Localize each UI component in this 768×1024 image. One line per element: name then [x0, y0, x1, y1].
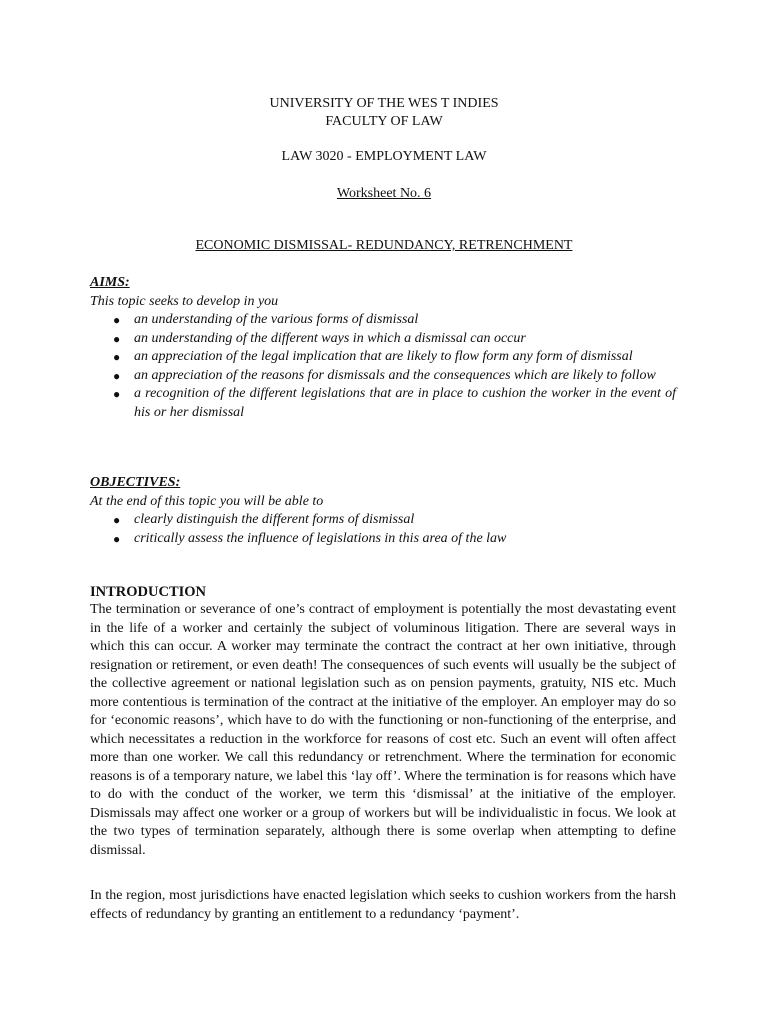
list-item — [113, 511, 676, 530]
aims-intro: This topic seeks to develop in you — [90, 293, 279, 309]
worksheet-number: Worksheet No. 6 — [336, 186, 432, 201]
introduction-paragraph: The termination or severance of one’s contract of employment is potentially the most devastating event in the life of a worker and certainly the subject of voluminous litigation. There are several ways in which this can occur. A worker may terminate the contract the contract at her own initiative, through resignation or retirement, or even death! The consequences of such events will usually be the subject of the collective agreement or national legislation such as on pension payments, gratuity, NIS etc. Much more contentious is termination of the contract at the initiative of the employer. An employer may do so for ‘economic reasons’, which have to do with the functioning or non-functioning of the enterprise, and which necessitates a reduction in the workforce for reasons of cost etc. Such an event will often affect more than one worker. We call this redundancy or retrenchment. Where the termination for economic reasons is of a temporary nature, we label this ‘lay off’. Where the termination is for reasons which have to do with the conduct of the worker, we term this ‘dismissal’ at the initiative of the employer. Dismissals may affect one worker or a group of workers but will be individualistic in focus. We look at the two types of termination separately, although there is some overlap when attempting to define dismissal. — [90, 602, 676, 858]
objectives-list — [90, 511, 676, 548]
list-item — [113, 530, 676, 549]
region-section — [90, 887, 676, 924]
faculty-title: FACULTY OF LAW — [325, 114, 443, 129]
objectives-intro: At the end of this topic you will be able to — [90, 493, 324, 509]
objectives-item-text: clearly distinguish the different forms of dismissal — [134, 512, 415, 527]
objectives-section — [90, 474, 676, 548]
list-item — [113, 330, 676, 349]
introduction-heading: INTRODUCTION — [90, 584, 207, 600]
aims-item-text: an understanding of the different ways in which a dismissal can occur — [134, 330, 526, 346]
introduction-section — [90, 583, 676, 860]
aims-item-text: an appreciation of the legal implication that are likely to flow form any form of dismissal — [134, 349, 633, 364]
course-title: LAW 3020 - EMPLOYMENT LAW — [281, 149, 487, 164]
bullet-icon: ● — [113, 387, 121, 401]
university-title: UNIVERSITY OF THE WES T INDIES — [269, 96, 499, 111]
aims-item-text: an understanding of the various forms of dismissal — [134, 312, 419, 327]
list-item — [113, 311, 676, 330]
list-item — [113, 385, 676, 422]
bullet-icon: ● — [113, 313, 121, 327]
aims-heading: AIMS: — [90, 275, 130, 290]
aims-section — [90, 274, 676, 422]
bullet-icon: ● — [113, 368, 121, 383]
bullet-icon: ● — [113, 350, 121, 364]
region-paragraph: In the region, most jurisdictions have enacted legislation which seeks to cushion workers from the harsh effects of redundancy by granting an entitlement to a redundancy ‘payment’. — [90, 888, 676, 922]
list-item — [113, 348, 676, 367]
aims-item-text: a recognition of the different legislations that are in place to cushion the worker in the event of his or her dismissal — [134, 386, 676, 420]
list-item — [113, 367, 676, 386]
aims-item-text: an appreciation of the reasons for dismissals and the consequences which are likely to follow — [134, 367, 656, 383]
objectives-item-text: critically assess the influence of legislations in this area of the law — [134, 530, 507, 546]
objectives-heading: OBJECTIVES: — [90, 475, 181, 490]
bullet-icon: ● — [113, 531, 121, 546]
bullet-icon: ● — [113, 331, 121, 346]
topic-title: ECONOMIC DISMISSAL- REDUNDANCY, RETRENCHMENT — [195, 238, 573, 253]
aims-list — [90, 311, 676, 422]
bullet-icon: ● — [113, 513, 121, 527]
